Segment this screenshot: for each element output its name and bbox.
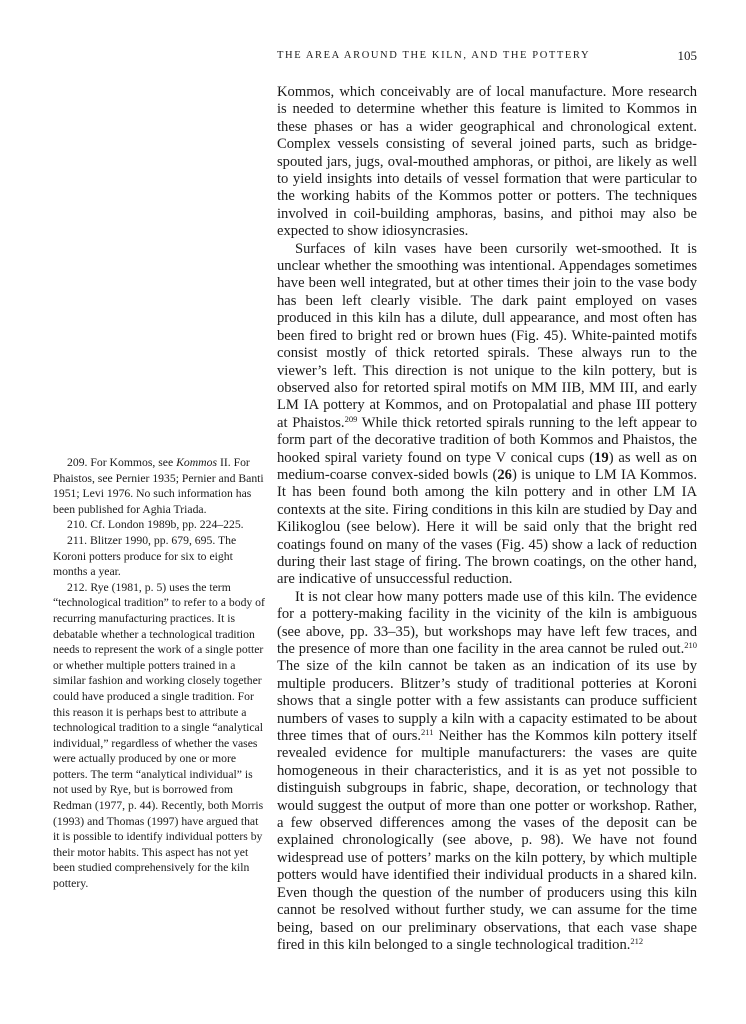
body-paragraph: Kommos, which conceivably are of local manufacture. More research is needed to determine whether this feature is limited to Kommos in these phases or has a wider geographical and chronological extent. Complex vessels consisting of several joined parts, such as bridge-spouted jars, jugs, oval-mouthed amphoras, or pithoi, are likely as well to yield insights into details of vessel formation that were particular to the working habits of the Kommos potter or potters. The techniques involved in coil-building amphoras, basins, and pithoi may also be expected to show idiosyncrasies. (277, 84, 697, 240)
footnote: 212. Rye (1981, p. 5) uses the term “technological tradition” to refer to a body of recurring manufacturing practices. It is debatable whether a technological tradition needs to represent the work of a single potter or whether multiple potters trained in a similar fashion and working closely together could have produced a single tradition. For this reason it is perhaps best to attribute a technological tradition to a single “analytical individual,” regardless of whether the vases were actually produced by one or more potters. The term “analytical individual” is not used by Rye, but is borrowed from Redman (1977, p. 44). Recently, both Morris (1993) and Thomas (1997) have argued that it is possible to identify individual potters by their motor habits. This aspect has not yet been studied comprehensively for the kiln pottery. (53, 580, 265, 891)
footnote-reference: 211 (421, 727, 434, 738)
italic-title: Kommos (176, 456, 218, 469)
body-paragraph: It is not clear how many potters made use of this kiln. The evidence for a pottery-making facility in the vicinity of the kiln is ambiguous (see above, pp. 33–35), but workshops may have left few traces, and the presence of more than one facility in the area cannot be ruled out.$^{210}$ The size of the kiln cannot be taken as an indication of its use by multiple producers. Blitzer’s study of traditional potteries at Koroni shows that a single potter with a few assistants can produce sufficient numbers of vases to supply a kiln with a capacity estimated to be about three times that of ours.$^{211}$ Neither has the Kommos kiln pottery itself revealed evidence for multiple manufacturers: the vases are quite homogeneous in their characteristics, and it is as yet not possible to distinguish subgroups in fabric, shape, decoration, or technology that would suggest the output of more than one potter or workshop. Rather, a few observed differences among the vases of the deposit can be explained chronologically (see above, p. 98). We have not found widespread use of potters’ marks on the kiln pottery, by which multiple potters would have identified their individual products in a shared kiln. Even though the question of the number of producers using this kiln cannot be resolved without further study, we can assume for the time being, based on our preliminary observations, that each vase shape fired in this kiln belonged to a single technological tradition.$^{212}$ (277, 588, 697, 953)
footnote-reference: 210 (684, 640, 697, 650)
footnote: 211. Blitzer 1990, pp. 679, 695. The Koroni potters produce for six to eight months a year. (53, 533, 237, 579)
catalog-number: 19 (594, 449, 609, 466)
footnote: 210. Cf. London 1989b, pp. 224–225. (67, 518, 244, 532)
catalog-number: 26 (497, 466, 512, 483)
running-head (277, 50, 697, 68)
footnote-reference: 209 (344, 413, 358, 424)
running-title: THE AREA AROUND THE KILN, AND THE POTTERY (277, 50, 591, 61)
footnote-reference: 212 (630, 935, 644, 946)
footnote: 209. For Kommos, see Kommos II. For Phaistos, see Pernier 1935; Pernier and Banti 1951; Levi 1976. No such information has been published for Aghia Triada. (53, 456, 264, 516)
footnotes-column (53, 455, 265, 892)
main-text-column (277, 84, 697, 954)
body-paragraph: Surfaces of kiln vases have been cursorily wet-smoothed. It is unclear whether the smoothing was intentional. Appendages sometimes have been well integrated, but at other times their join to the vase body has been left clearly visible. The dark paint employed on vases produced in this kiln has a dilute, dull appearance, and most often has been fired to bright red or brown hues (Fig. 45). White-painted motifs consist mostly of thick retorted spirals. These always run to the viewer’s left. This direction is not unique to the kiln pottery, but is observed also for retorted spiral motifs on MM IIB, MM III, and early LM IA pottery at Kommos, and on Protopalatial and phase III pottery at Phaistos.$^{209}$ While thick retorted spirals running to the left appear to form part of the decorative tradition of both Kommos and Phaistos, the hooked spiral variety found on type V conical cups (19) as well as on medium-coarse convex-sided bowls (26) is unique to LM IA Kommos. It has been found both among the kiln pottery and in other LM IA contexts at the site. Firing conditions in this kiln are studied by Day and Kilikoglou (see below). Here it will be said only that the bright red coatings found on many of the vases (Fig. 45) show a lack of reduction during their last stage of firing. The brown coatings, on the other hand, are indicative of unsuccessful reduction. (277, 240, 697, 588)
page-number: 105 (677, 48, 697, 63)
